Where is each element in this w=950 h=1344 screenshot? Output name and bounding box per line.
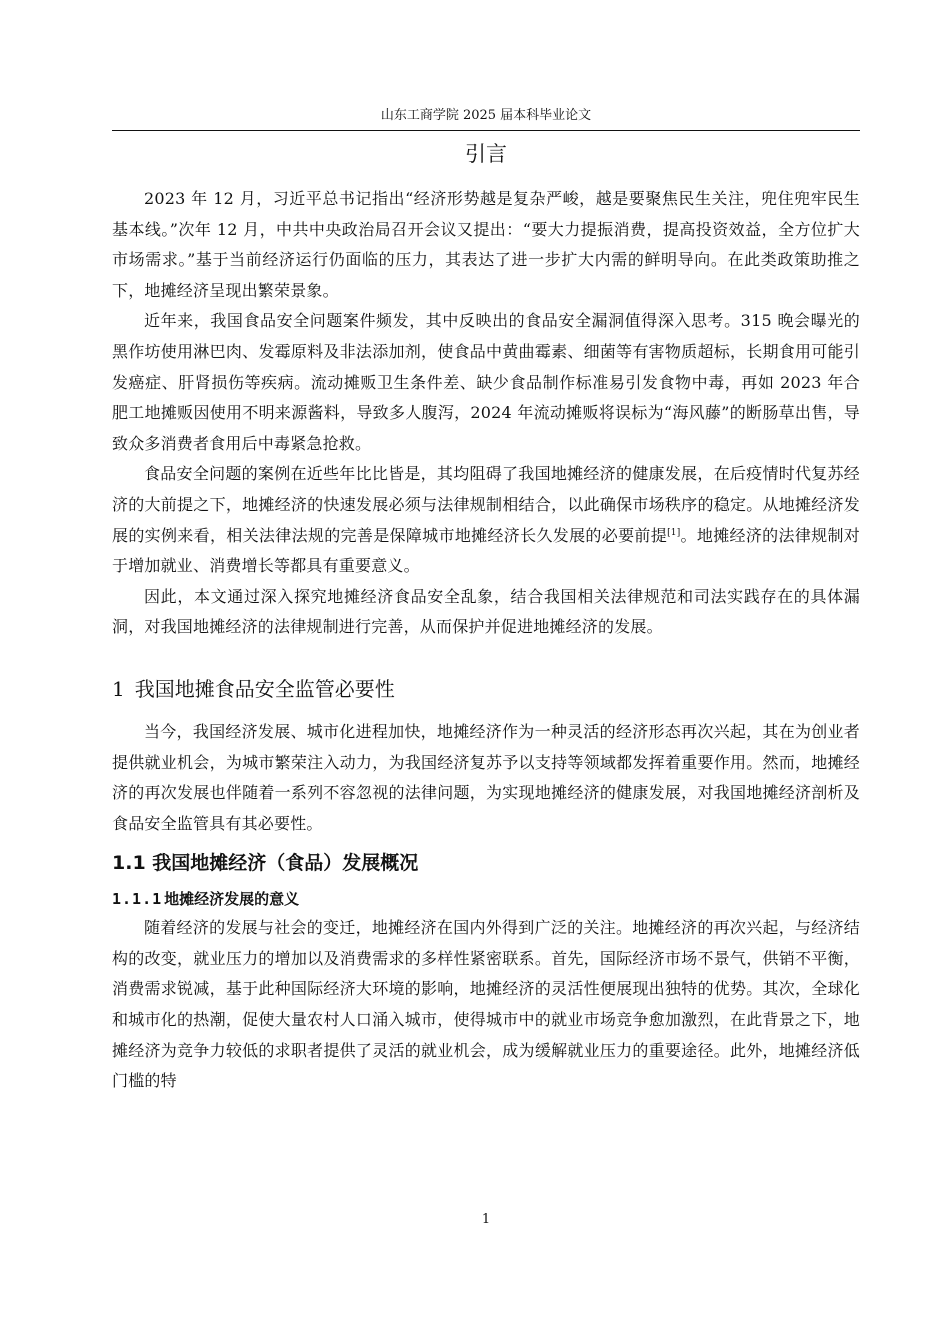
intro-paragraph-3 <box>112 459 860 581</box>
section-1-title: 我国地摊食品安全监管必要性 <box>134 676 395 701</box>
section-1-1-1-number: 1.1.1 <box>112 890 163 909</box>
intro-paragraph-2: 近年来，我国食品安全问题案件频发，其中反映出的食品安全漏洞值得深入思考。315 晚会曝光的黑作坊使用淋巴肉、发霉原料及非法添加剂，使食品中黄曲霉素、细菌等有害物质超标，长期食用可能引发癌症、肝肾损伤等疾病。流动摊贩卫生条件差、缺少食品制作标准易引发食物中毒，再如 2023 年合肥工地摊贩因使用不明来源酱料，导致多人腹泻，2024 年流动摊贩将误标为“海风藤”的断肠草出售，导致众多消费者食用后中毒紧急抢救。 <box>112 311 860 453</box>
section-1-1-heading: 1.1 我国地摊经济（食品）发展概况 <box>112 852 419 875</box>
intro-paragraph-3-text-b: 。地摊经济的法律规制对于增加就业、消费增长等都具有重要意义。 <box>112 525 860 576</box>
section-1-paragraph: 当今，我国经济发展、城市化进程加快，地摊经济作为一种灵活的经济形态再次兴起，其在为创业者提供就业机会，为城市繁荣注入动力，为我国经济复苏予以支持等领域都发挥着重要作用。然而，地摊经济的再次发展也伴随着一系列不容忽视的法律问题，为实现地摊经济的健康发展，对我国地摊经济剖析及食品安全监管具有其必要性。 <box>112 721 860 833</box>
page-content <box>112 138 860 1097</box>
running-header: 山东工商学院 2025 届本科毕业论文 <box>380 108 592 123</box>
intro-paragraph-4: 因此，本文通过深入探究地摊经济食品安全乱象，结合我国相关法律规范和司法实践存在的具体漏洞，对我国地摊经济的法律规制进行完善，从而保护并促进地摊经济的发展。 <box>112 586 860 637</box>
section-1-1-1-paragraph: 随着经济的发展与社会的变迁，地摊经济在国内外得到广泛的关注。地摊经济的再次兴起，与经济结构的改变，就业压力的增加以及消费需求的多样性紧密联系。首先，国际经济市场不景气，供销不平衡，消费需求锐减，基于此种国际经济大环境的影响，地摊经济的灵活性便展现出独特的优势。其次，全球化和城市化的热潮，促使大量农村人口涌入城市，使得城市中的就业市场竞争愈加激烈，在此背景之下，地摊经济为竞争力较低的求职者提供了灵活的就业机会，成为缓解就业压力的重要途径。此外，地摊经济低门槛的特 <box>112 918 860 1091</box>
section-1-1-1-heading <box>112 887 860 911</box>
header-rule <box>112 130 860 131</box>
section-1-heading <box>112 673 860 705</box>
section-1-1-1-title: 地摊经济发展的意义 <box>164 890 300 909</box>
citation-1[interactable]: [1] <box>667 527 681 538</box>
intro-paragraph-3-text-a: 食品安全问题的案例在近些年比比皆是，其均阻碍了我国地摊经济的健康发展，在后疫情时代复苏经济的大前提之下，地摊经济的快速发展必须与法律规制相结合，以此确保市场秩序的稳定。从地摊经济发展的实例来看，相关法律法规的完善是保障城市地摊经济长久发展的必要前提 <box>112 464 860 545</box>
intro-paragraph-1: 2023 年 12 月，习近平总书记指出“经济形势越是复杂严峻，越是要聚焦民生关注，兜住兜牢民生基本线。”次年 12 月，中共中央政治局召开会议又提出：“要大力提振消费，提高投资效益，全方位扩大市场需求。”基于当前经济运行仍面临的压力，其表达了进一步扩大内需的鲜明导向。在此类政策助推之下，地摊经济呈现出繁荣景象。 <box>112 189 860 300</box>
page-number: 1 <box>481 1212 491 1227</box>
section-1-number: 1 <box>112 676 125 701</box>
chapter-title: 引言 <box>465 142 507 166</box>
